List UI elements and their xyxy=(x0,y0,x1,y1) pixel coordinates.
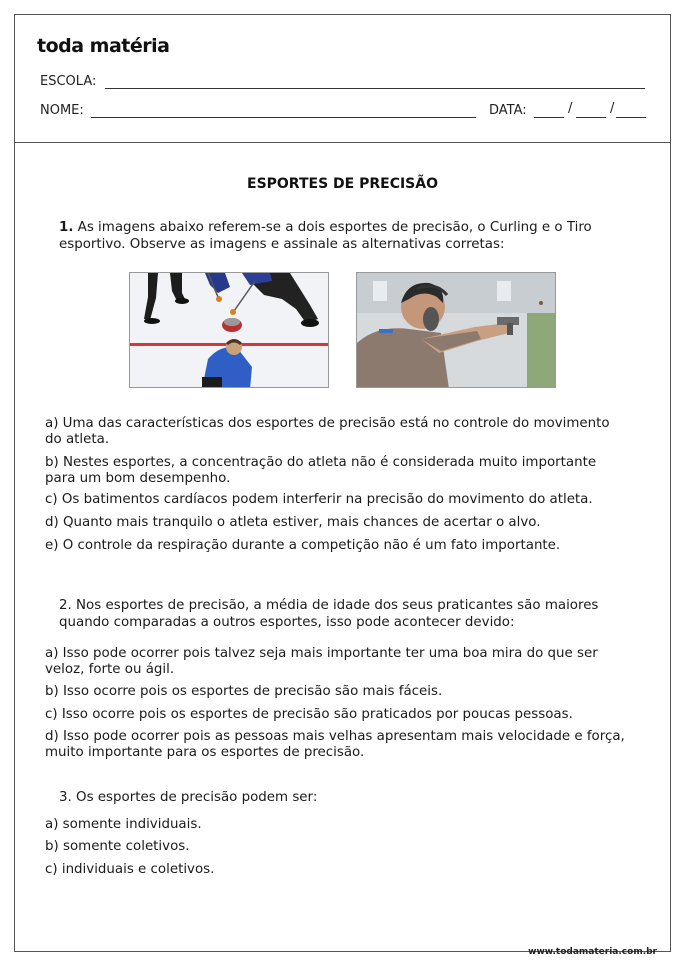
date-year-field[interactable] xyxy=(616,117,646,118)
logo: toda matéria xyxy=(37,35,170,57)
name-field[interactable] xyxy=(91,117,476,118)
school-label: ESCOLA: xyxy=(40,74,97,89)
footer-url: www.todamateria.com.br xyxy=(528,947,657,957)
question-3: 3. Os esportes de precisão podem ser: xyxy=(59,790,318,805)
question-1 xyxy=(59,219,619,253)
date-separator: / xyxy=(610,101,615,116)
question-number: 1. xyxy=(59,220,74,235)
date-separator: / xyxy=(568,101,573,116)
date-label: DATA: xyxy=(489,103,527,118)
shooting-illustration xyxy=(357,273,556,388)
q1-option-e[interactable]: e) O controle da respiração durante a competição não é um fato importante. xyxy=(45,538,561,553)
date-month-field[interactable] xyxy=(576,117,606,118)
q2-option-a[interactable]: a) Isso pode ocorrer pois talvez seja mais importante ter uma boa mira do que ser veloz, forte ou ágil. xyxy=(45,646,598,677)
q1-option-d[interactable]: d) Quanto mais tranquilo o atleta estiver, mais chances de acertar o alvo. xyxy=(45,515,541,530)
question-text: As imagens abaixo referem-se a dois esportes de precisão, o Curling e o Tiro esportivo. Observe as imagens e assinale as alternativas corretas: xyxy=(59,220,592,252)
q1-option-b[interactable]: b) Nestes esportes, a concentração do atleta não é considerada muito importante para um bom desempenho. xyxy=(45,455,597,486)
curling-photo xyxy=(129,272,329,388)
q3-option-b[interactable]: b) somente coletivos. xyxy=(45,839,190,854)
question-2: 2. Nos esportes de precisão, a média de idade dos seus praticantes são maiores quando comparadas a outros esportes, isso pode acontecer devido: xyxy=(59,598,599,630)
q3-option-c[interactable]: c) individuais e coletivos. xyxy=(45,862,215,877)
shooting-photo xyxy=(356,272,556,388)
q1-option-a[interactable]: a) Uma das características dos esportes de precisão está no controle do movimento do atleta. xyxy=(45,416,610,447)
q2-option-c[interactable]: c) Isso ocorre pois os esportes de precisão são praticados por poucas pessoas. xyxy=(45,707,573,722)
header-divider xyxy=(15,142,670,143)
page-title: ESPORTES DE PRECISÃO xyxy=(247,176,438,192)
q3-option-a[interactable]: a) somente individuais. xyxy=(45,817,202,832)
date-day-field[interactable] xyxy=(534,117,564,118)
curling-illustration xyxy=(130,273,329,388)
q2-option-d[interactable]: d) Isso pode ocorrer pois as pessoas mais velhas apresentam mais velocidade e força, muito importante para os esportes de precisão. xyxy=(45,729,625,760)
name-label: NOME: xyxy=(40,103,84,118)
q1-option-c[interactable]: c) Os batimentos cardíacos podem interferir na precisão do movimento do atleta. xyxy=(45,492,593,507)
q2-option-b[interactable]: b) Isso ocorre pois os esportes de precisão são mais fáceis. xyxy=(45,684,443,699)
school-field[interactable] xyxy=(105,88,645,89)
